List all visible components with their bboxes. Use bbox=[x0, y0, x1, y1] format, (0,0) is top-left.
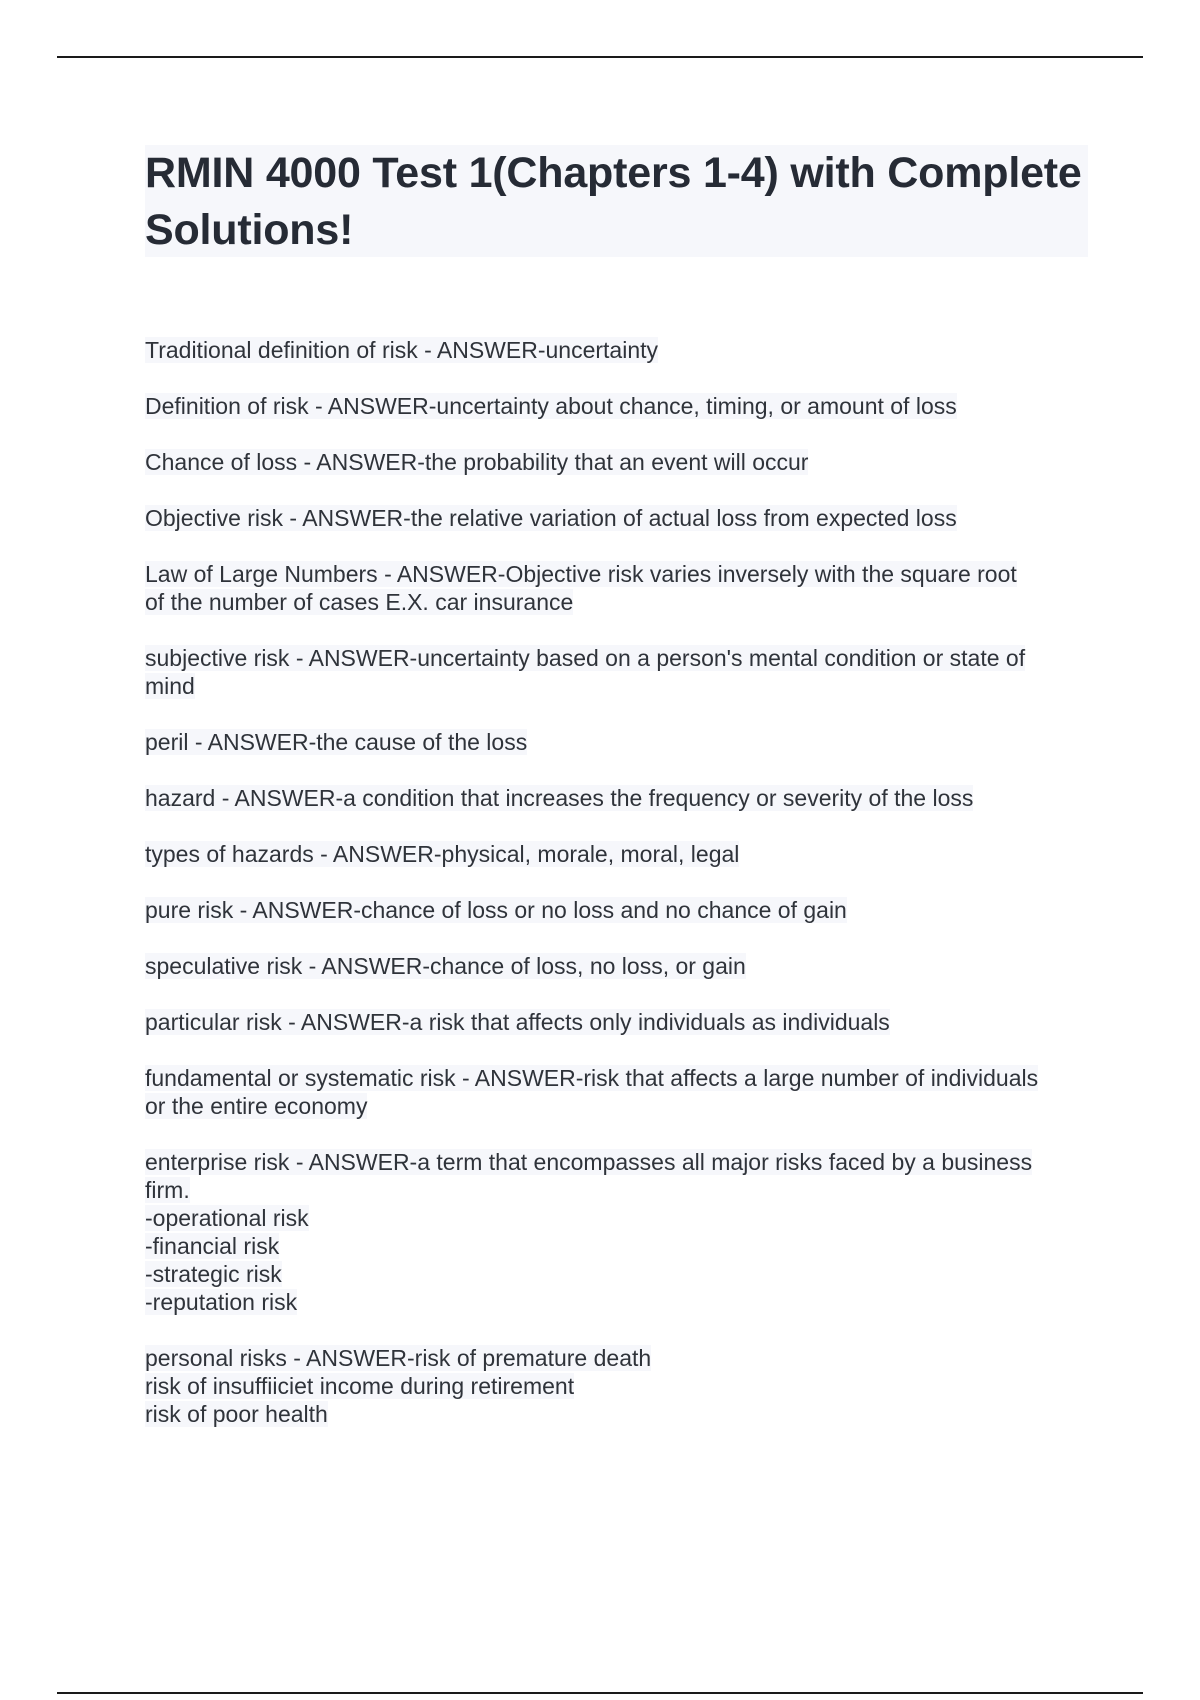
qa-item bbox=[145, 336, 1095, 364]
qa-item bbox=[145, 840, 1095, 868]
qa-line: types of hazards - ANSWER-physical, morale, moral, legal bbox=[145, 841, 740, 867]
qa-line: enterprise risk - ANSWER-a term that encompasses all major risks faced by a business bbox=[145, 1149, 1033, 1175]
qa-line: peril - ANSWER-the cause of the loss bbox=[145, 729, 528, 755]
qa-line: subjective risk - ANSWER-uncertainty based on a person's mental condition or state of bbox=[145, 645, 1026, 671]
qa-line: -reputation risk bbox=[145, 1289, 298, 1315]
qa-line: of the number of cases E.X. car insurance bbox=[145, 589, 574, 615]
qa-line: fundamental or systematic risk - ANSWER-risk that affects a large number of individuals bbox=[145, 1065, 1039, 1091]
qa-line: -financial risk bbox=[145, 1233, 280, 1259]
qa-line: Chance of loss - ANSWER-the probability that an event will occur bbox=[145, 449, 809, 475]
qa-item bbox=[145, 1148, 1095, 1316]
qa-item bbox=[145, 644, 1095, 700]
qa-item bbox=[145, 1008, 1095, 1036]
qa-line: -operational risk bbox=[145, 1205, 309, 1231]
qa-line: Law of Large Numbers - ANSWER-Objective risk varies inversely with the square root bbox=[145, 561, 1017, 587]
qa-item bbox=[145, 392, 1095, 420]
qa-list bbox=[145, 336, 1095, 1456]
qa-line: pure risk - ANSWER-chance of loss or no loss and no chance of gain bbox=[145, 897, 847, 923]
qa-line: -strategic risk bbox=[145, 1261, 282, 1287]
qa-line: speculative risk - ANSWER-chance of loss, no loss, or gain bbox=[145, 953, 746, 979]
qa-item bbox=[145, 728, 1095, 756]
qa-item bbox=[145, 560, 1095, 616]
qa-item bbox=[145, 1344, 1095, 1428]
qa-line: Objective risk - ANSWER-the relative variation of actual loss from expected loss bbox=[145, 505, 957, 531]
qa-line: Traditional definition of risk - ANSWER-uncertainty bbox=[145, 337, 659, 363]
qa-line: risk of insuffiiciet income during retirement bbox=[145, 1373, 575, 1399]
qa-line: mind bbox=[145, 673, 195, 699]
qa-line: personal risks - ANSWER-risk of premature death bbox=[145, 1345, 652, 1371]
page-title: RMIN 4000 Test 1(Chapters 1-4) with Complete Solutions! bbox=[145, 149, 1082, 254]
qa-line: firm. bbox=[145, 1177, 190, 1203]
qa-item bbox=[145, 784, 1095, 812]
qa-item bbox=[145, 952, 1095, 980]
qa-line: risk of poor health bbox=[145, 1401, 328, 1427]
qa-item bbox=[145, 504, 1095, 532]
bottom-rule bbox=[57, 1692, 1143, 1694]
qa-line: or the entire economy bbox=[145, 1093, 368, 1119]
qa-item bbox=[145, 1064, 1095, 1120]
qa-line: hazard - ANSWER-a condition that increases the frequency or severity of the loss bbox=[145, 785, 974, 811]
title-block bbox=[145, 145, 1088, 257]
qa-line: particular risk - ANSWER-a risk that affects only individuals as individuals bbox=[145, 1009, 890, 1035]
qa-item bbox=[145, 896, 1095, 924]
qa-line: Definition of risk - ANSWER-uncertainty about chance, timing, or amount of loss bbox=[145, 393, 957, 419]
qa-item bbox=[145, 448, 1095, 476]
top-rule bbox=[57, 56, 1143, 58]
